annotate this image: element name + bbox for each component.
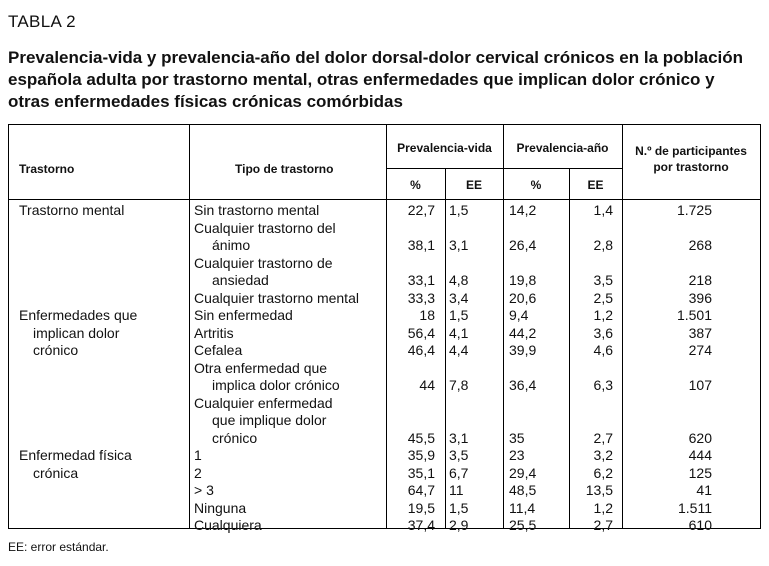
value-anio-pct: 35 <box>509 429 525 446</box>
value-participantes: 268 <box>688 237 712 253</box>
header-anio-pct: % <box>530 178 542 192</box>
data-table <box>8 124 761 533</box>
value-vida-ee: 1,5 <box>449 307 469 323</box>
tipo-trastorno: Sin trastorno mental <box>194 202 320 218</box>
value-vida-ee: 7,8 <box>449 377 469 393</box>
value-vida-pct: 22,7 <box>407 202 435 218</box>
value-participantes: 1.725 <box>676 202 712 218</box>
value-vida-pct: 35,9 <box>407 447 435 463</box>
value-vida-pct: 46,4 <box>407 342 435 358</box>
value-anio-pct: 9,4 <box>509 307 529 323</box>
header-trastorno: Trastorno <box>19 162 75 176</box>
value-participantes: 396 <box>688 289 712 306</box>
value-vida-pct: 44 <box>419 377 435 393</box>
tipo-trastorno: Cualquier trastorno de <box>194 254 333 271</box>
value-vida-pct: 56,4 <box>407 324 435 341</box>
value-participantes: 1.511 <box>678 499 712 516</box>
value-vida-ee: 11 <box>449 482 464 498</box>
value-vida-ee: 3,4 <box>449 289 469 306</box>
value-participantes: 274 <box>688 342 712 358</box>
group-label: crónica <box>33 464 79 481</box>
group-label: Enfermedad física <box>19 447 132 463</box>
value-anio-pct: 23 <box>509 447 525 463</box>
value-participantes: 610 <box>688 517 712 533</box>
footnote: EE: error estándar. <box>8 540 109 554</box>
value-vida-ee: 3,1 <box>449 237 469 253</box>
value-vida-ee: 3,1 <box>449 429 469 446</box>
value-anio-pct: 20,6 <box>509 289 537 306</box>
group-label: Enfermedades que <box>19 307 138 323</box>
value-anio-ee: 3,5 <box>593 272 613 288</box>
value-vida-ee: 4,1 <box>449 324 469 341</box>
header-participantes-2: por trastorno <box>653 160 729 174</box>
header-tipo: Tipo de trastorno <box>235 162 334 176</box>
value-vida-pct: 45,5 <box>407 429 435 446</box>
header-prevalencia-anio: Prevalencia-año <box>516 141 609 155</box>
value-participantes: 387 <box>688 324 712 341</box>
value-anio-ee: 2,7 <box>593 517 613 533</box>
header-prevalencia-vida: Prevalencia-vida <box>397 141 492 155</box>
tipo-trastorno: ánimo <box>212 237 251 253</box>
value-participantes: 41 <box>696 482 712 498</box>
value-vida-ee: 3,5 <box>449 447 469 463</box>
header-anio-ee: EE <box>587 178 604 192</box>
value-vida-pct: 64,7 <box>407 482 435 498</box>
value-anio-ee: 2,8 <box>593 237 613 253</box>
value-anio-ee: 3,6 <box>593 324 613 341</box>
tipo-trastorno: ansiedad <box>212 272 269 288</box>
value-participantes: 107 <box>688 377 712 393</box>
tipo-trastorno: Ninguna <box>194 499 247 516</box>
value-anio-ee: 2,7 <box>593 429 613 446</box>
tipo-trastorno: crónico <box>212 429 258 446</box>
value-anio-pct: 19,8 <box>509 272 537 288</box>
value-anio-ee: 13,5 <box>585 482 613 498</box>
value-anio-ee: 1,2 <box>593 307 613 323</box>
value-vida-ee: 2,9 <box>449 517 469 533</box>
value-vida-pct: 37,4 <box>407 517 435 533</box>
tipo-trastorno: Cualquier trastorno mental <box>194 289 359 306</box>
tipo-trastorno: implica dolor crónico <box>212 377 340 393</box>
tipo-trastorno: que implique dolor <box>212 412 327 428</box>
value-participantes: 1.501 <box>676 307 712 323</box>
value-vida-ee: 6,7 <box>449 464 469 481</box>
tipo-trastorno: Cualquier enfermedad <box>194 394 333 411</box>
tipo-trastorno: Cualquier trastorno del <box>194 219 336 236</box>
value-vida-pct: 38,1 <box>407 237 435 253</box>
group-label: implican dolor <box>33 324 120 341</box>
tipo-trastorno: Cualquiera <box>194 517 262 533</box>
value-anio-ee: 2,5 <box>593 289 613 306</box>
value-anio-pct: 14,2 <box>509 202 537 218</box>
value-anio-ee: 3,2 <box>593 447 613 463</box>
header-vida-ee: EE <box>465 178 482 192</box>
value-participantes: 620 <box>688 429 712 446</box>
tipo-trastorno: Otra enfermedad que <box>194 359 328 376</box>
tipo-trastorno: Artritis <box>194 324 234 341</box>
value-anio-pct: 39,9 <box>509 342 537 358</box>
value-vida-pct: 33,3 <box>407 289 435 306</box>
value-anio-ee: 4,6 <box>593 342 613 358</box>
tipo-trastorno: 2 <box>194 464 202 481</box>
value-vida-pct: 33,1 <box>407 272 435 288</box>
tipo-trastorno: > 3 <box>194 482 214 498</box>
table-label: TABLA 2 <box>8 12 76 31</box>
value-vida-pct: 19,5 <box>407 499 435 516</box>
value-vida-ee: 4,4 <box>449 342 469 358</box>
value-participantes: 125 <box>688 464 712 481</box>
value-participantes: 444 <box>688 447 712 463</box>
value-anio-ee: 1,4 <box>593 202 613 218</box>
header-vida-pct: % <box>410 178 421 192</box>
value-anio-pct: 25,5 <box>509 517 537 533</box>
value-anio-pct: 36,4 <box>509 377 537 393</box>
value-vida-ee: 1,5 <box>449 202 469 218</box>
value-anio-ee: 6,2 <box>593 464 613 481</box>
value-anio-pct: 48,5 <box>509 482 537 498</box>
value-vida-pct: 35,1 <box>407 464 435 481</box>
value-vida-ee: 1,5 <box>449 499 469 516</box>
group-label: crónico <box>33 342 79 358</box>
value-participantes: 218 <box>688 272 712 288</box>
value-anio-pct: 29,4 <box>509 464 537 481</box>
value-vida-pct: 18 <box>419 307 435 323</box>
value-anio-pct: 26,4 <box>509 237 537 253</box>
value-anio-pct: 11,4 <box>509 499 536 516</box>
tipo-trastorno: Cefalea <box>194 342 243 358</box>
tipo-trastorno: 1 <box>194 447 202 463</box>
header-participantes: N.º de participantes <box>635 144 747 158</box>
value-vida-ee: 4,8 <box>449 272 469 288</box>
value-anio-ee: 6,3 <box>593 377 613 393</box>
value-anio-pct: 44,2 <box>509 324 537 341</box>
table-caption: Prevalencia-vida y prevalencia-año del dolor dorsal-dolor cervical crónicos en la población española adulta por trastorno mental, otras enfermedades que implican dolor crónico y otras enfermedades físicas crónicas comórbidas <box>8 48 744 111</box>
value-anio-ee: 1,2 <box>593 499 613 516</box>
group-label: Trastorno mental <box>19 202 125 218</box>
tipo-trastorno: Sin enfermedad <box>194 307 293 323</box>
